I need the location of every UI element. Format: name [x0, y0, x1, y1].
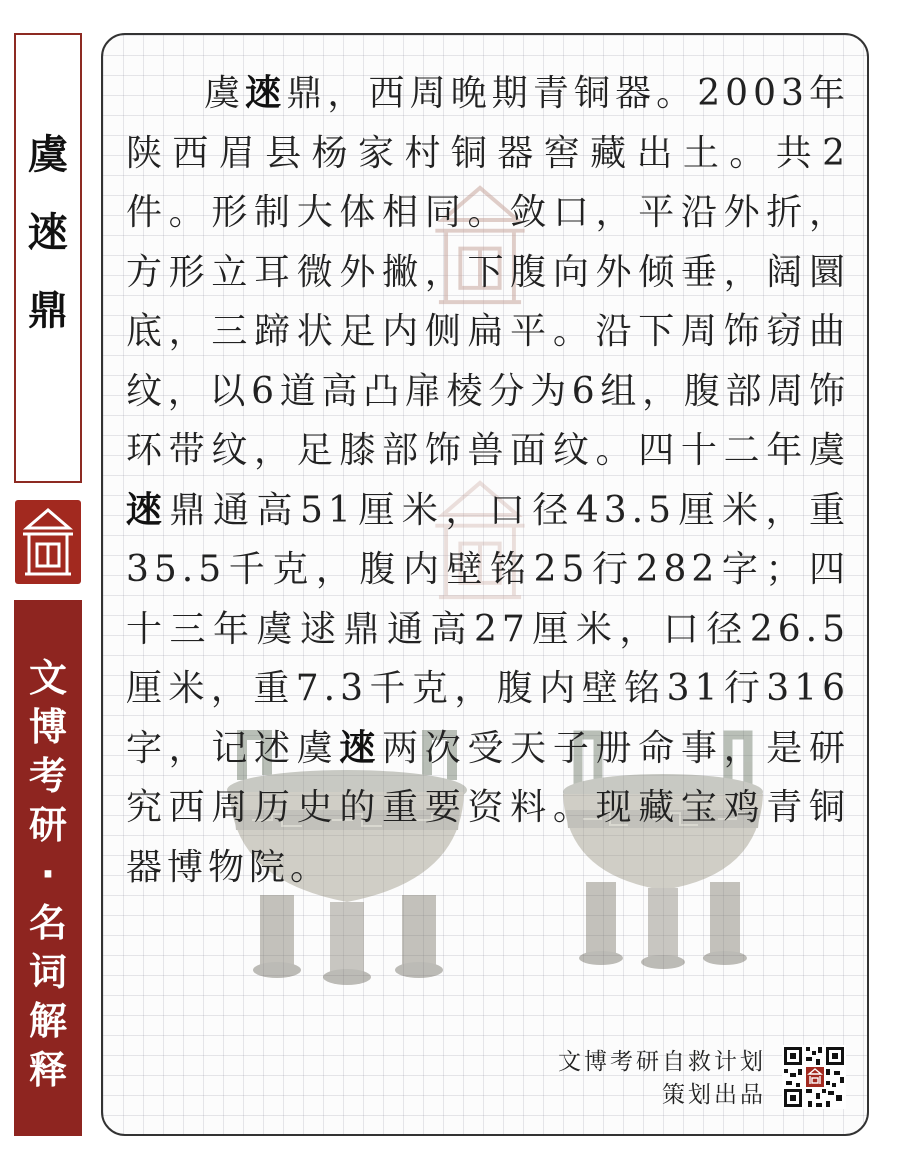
series-char: · — [40, 852, 56, 896]
qr-code-icon[interactable] — [782, 1045, 846, 1109]
term-lai: 逨 — [339, 727, 383, 769]
title-box — [14, 33, 82, 483]
term-yu: 虞 — [204, 73, 246, 114]
body-text — [126, 64, 850, 897]
body-para-2: 鼎通高51厘米，口径43.5厘米，重35.5千克，腹内壁铭25行282字；四十三年虞逑鼎通高27厘米，口径26.5厘米，重7.3千克，腹内壁铭31行316字，记述虞 — [126, 489, 850, 769]
series-label — [14, 600, 82, 1136]
title-char: 逨 — [28, 210, 68, 256]
series-char: 博 — [28, 705, 67, 749]
body-para-1: 鼎，西周晚期青铜器。2003年陕西眉县杨家村铜器窖藏出土。共2件。形制大体相同。敛口，平沿外折，方形立耳微外撇，下腹向外倾垂，阔圜底，三蹄状足内侧扁平。沿下周饰窃曲纹，以6道高凸扉棱分为6组，腹部周饰环带纹，足膝部饰兽面纹。四十二年虞 — [126, 73, 850, 471]
series-char: 文 — [28, 656, 67, 700]
title-char: 虞 — [28, 132, 68, 178]
credit-line-1: 文博考研自救计划 — [558, 1049, 766, 1075]
series-char: 考 — [28, 754, 67, 798]
credit — [558, 1046, 766, 1112]
term-lai: 逨 — [245, 73, 287, 114]
series-char: 释 — [28, 1048, 67, 1092]
seal-icon — [15, 500, 81, 584]
credit-line-2: 策划出品 — [662, 1082, 766, 1108]
series-char: 解 — [28, 999, 67, 1043]
series-char: 名 — [28, 901, 67, 945]
body-para-3: 两次受天子册命事，是研究西周历史的重要资料。现藏宝鸡青铜器博物院。 — [126, 727, 850, 888]
series-char: 词 — [28, 950, 67, 994]
title-char: 鼎 — [28, 288, 68, 334]
term-lai: 逨 — [126, 489, 170, 531]
series-char: 研 — [28, 803, 67, 847]
